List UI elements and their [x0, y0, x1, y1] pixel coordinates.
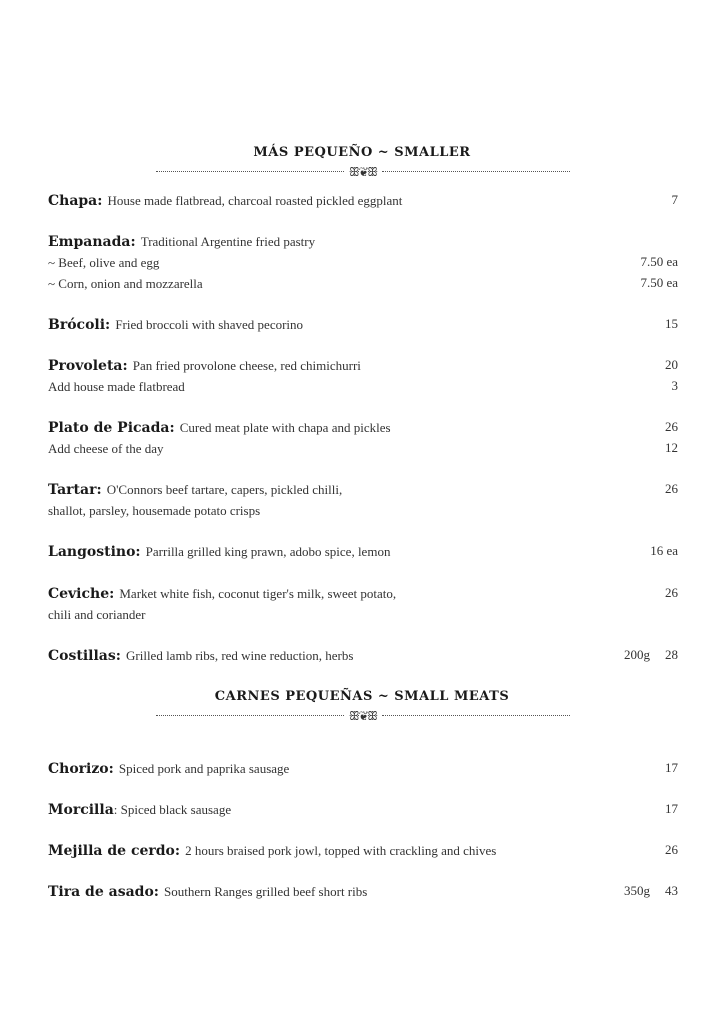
item-price: 26 — [665, 585, 678, 600]
item-description-continued — [48, 604, 678, 624]
menu-item-tartar — [48, 479, 678, 499]
item-price: 28 — [665, 647, 678, 662]
item-price: 26 — [665, 842, 678, 857]
item-name: Tartar: — [48, 482, 102, 498]
item-description-continued — [48, 500, 678, 520]
flourish-ornament-icon: ꕥ❦ꕥ — [348, 165, 378, 179]
item-name: Brócoli: — [48, 317, 111, 333]
item-description: Fried broccoli with shaved pecorino — [115, 317, 304, 332]
item-name: Mejilla de cerdo: — [48, 843, 181, 859]
menu-item-provoleta — [48, 355, 678, 375]
item-description: Traditional Argentine fried pastry — [140, 234, 316, 249]
item-description: Spiced pork and paprika sausage — [118, 761, 290, 776]
option-price: 7.50 ea — [640, 275, 678, 290]
item-weight: 350g — [624, 883, 650, 898]
item-price: 26 — [665, 419, 678, 434]
option-price: 3 — [671, 378, 678, 393]
item-name: Chapa: — [48, 193, 103, 209]
section-title-small-meats: CARNES PEQUEÑAS ~ SMALL MEATS — [214, 689, 510, 704]
item-description: Southern Ranges grilled beef short ribs — [164, 884, 368, 899]
item-description: 2 hours braised pork jowl, topped with crackling and chives — [185, 843, 497, 858]
item-name: Empanada: — [48, 234, 136, 250]
menu-item-brocoli — [48, 314, 678, 334]
menu-item-plato-de-picada — [48, 417, 678, 437]
section-divider — [156, 709, 570, 723]
menu-item-langostino — [48, 541, 678, 561]
menu-item-morcilla — [48, 799, 678, 819]
option-text: shallot, parsley, housemade potato crisps — [48, 503, 261, 518]
menu-item-chorizo — [48, 758, 678, 778]
item-price: 17 — [665, 801, 678, 816]
item-option — [48, 438, 678, 458]
item-price: 17 — [665, 760, 678, 775]
item-price: 16 ea — [650, 543, 678, 558]
item-option — [48, 376, 678, 396]
section-title-smaller: MÁS PEQUEÑO ~ SMALLER — [253, 145, 471, 160]
item-option — [48, 252, 678, 272]
menu-item-empanada — [48, 231, 678, 251]
item-description: Market white fish, coconut tiger's milk, sweet potato, — [119, 586, 397, 601]
item-price: 7 — [671, 192, 678, 207]
option-text: chili and coriander — [48, 607, 146, 622]
item-name: Langostino: — [48, 544, 141, 560]
item-name: Costillas: — [48, 648, 121, 664]
divider-dots-left — [156, 171, 344, 172]
item-option — [48, 273, 678, 293]
item-price: 43 — [665, 883, 678, 898]
item-name: Tira de asado: — [48, 884, 159, 900]
item-price: 26 — [665, 481, 678, 496]
divider-dots-left — [156, 715, 344, 716]
option-text: Add cheese of the day — [48, 441, 164, 456]
menu-item-chapa — [48, 190, 678, 210]
item-description: : Spiced black sausage — [113, 802, 232, 817]
option-price: 7.50 ea — [640, 254, 678, 269]
item-description: Pan fried provolone cheese, red chimichurri — [132, 358, 361, 373]
menu-item-tira-de-asado — [48, 881, 678, 901]
item-name: Provoleta: — [48, 358, 128, 374]
menu-item-costillas — [48, 645, 678, 665]
section-divider — [156, 165, 570, 179]
item-name: Ceviche: — [48, 586, 115, 602]
item-description: Grilled lamb ribs, red wine reduction, herbs — [126, 648, 354, 663]
item-price: 20 — [665, 357, 678, 372]
item-price: 15 — [665, 316, 678, 331]
option-price: 12 — [665, 440, 678, 455]
flourish-ornament-icon: ꕥ❦ꕥ — [348, 709, 378, 723]
item-description: Cured meat plate with chapa and pickles — [179, 420, 391, 435]
item-description: O'Connors beef tartare, capers, pickled chilli, — [106, 482, 343, 497]
item-name: Morcilla — [48, 802, 114, 818]
option-text: Add house made flatbread — [48, 379, 185, 394]
item-name: Plato de Picada: — [48, 420, 175, 436]
item-name: Chorizo: — [48, 761, 114, 777]
menu-item-mejilla-de-cerdo — [48, 840, 678, 860]
menu-item-ceviche — [48, 583, 678, 603]
item-description: Parrilla grilled king prawn, adobo spice, lemon — [145, 544, 391, 559]
divider-dots-right — [382, 171, 570, 172]
divider-dots-right — [382, 715, 570, 716]
item-description: House made flatbread, charcoal roasted pickled eggplant — [107, 193, 403, 208]
option-text: ~ Corn, onion and mozzarella — [48, 276, 203, 291]
option-text: ~ Beef, olive and egg — [48, 255, 160, 270]
item-weight: 200g — [624, 647, 650, 662]
